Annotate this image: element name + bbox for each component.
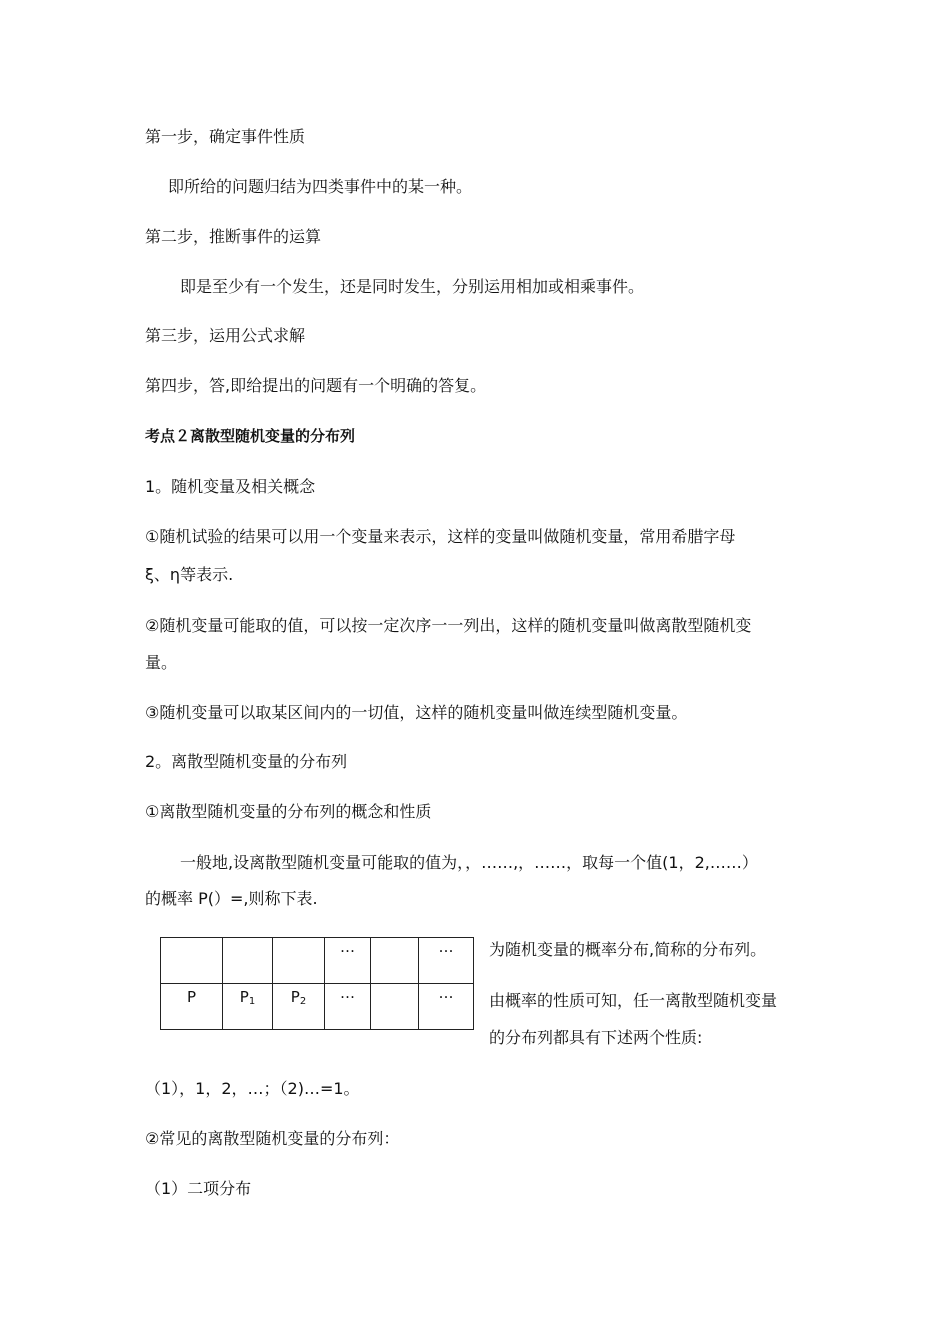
table-cell: … [419, 984, 474, 1030]
step-2-heading: 第二步，推断事件的运算 [145, 227, 322, 246]
p2-base: P [290, 988, 300, 1006]
paragraph-2-line-2: 量。 [145, 653, 178, 672]
step-2-text: 即是至少有一个发生，还是同时发生，分别运用相加或相乘事件。 [180, 277, 645, 296]
paragraph-2-line-1: ②随机变量可能取的值，可以按一定次序一一列出，这样的随机变量叫做离散型随机变 [145, 616, 752, 635]
subsection-2-heading: 2。离散型随机变量的分布列 [145, 752, 348, 771]
table-cell [161, 938, 223, 984]
paragraph-1-line-1: ①随机试验的结果可以用一个变量来表示，这样的变量叫做随机变量，常用希腊字母 [145, 527, 736, 546]
table-caption-line-3: 的分布列都具有下述两个性质: [489, 1028, 703, 1047]
p1-subscript: 1 [248, 996, 256, 1007]
table-cell [371, 984, 419, 1030]
step-4-heading: 第四步，答,即给提出的问题有一个明确的答复。 [145, 376, 487, 395]
step-1-heading: 第一步，确定事件性质 [145, 127, 306, 146]
subsection-2-item-1: ①离散型随机变量的分布列的概念和性质 [145, 802, 432, 821]
table-row-values [161, 938, 474, 984]
table-caption-line-2: 由概率的性质可知，任一离散型随机变量 [489, 991, 778, 1010]
binomial-heading: （1）二项分布 [145, 1179, 252, 1198]
p1-base: P [239, 988, 249, 1006]
table-cell: … [325, 984, 371, 1030]
paragraph-1-line-2: ξ、η等表示. [145, 565, 234, 584]
definition-line-1: 一般地,设离散型随机变量可能取的值为，，……,，……，取每一个值(1，2,……） [180, 853, 758, 872]
table-cell: P [161, 984, 223, 1030]
step-1-text: 即所给的问题归结为四类事件中的某一种。 [168, 177, 473, 196]
table-cell: … [325, 938, 371, 984]
table-cell [223, 938, 273, 984]
table-cell [273, 984, 325, 1030]
table-cell [223, 984, 273, 1030]
common-distributions-heading: ②常见的离散型随机变量的分布列： [145, 1129, 400, 1148]
table-cell [371, 938, 419, 984]
table-cell [273, 938, 325, 984]
section-heading: 考点２离散型随机变量的分布列 [145, 427, 356, 445]
table-cell: … [419, 938, 474, 984]
properties-line: （1），1，2，…；（2)…=1。 [145, 1079, 360, 1098]
distribution-table [160, 937, 474, 1030]
table-row-probabilities [161, 984, 474, 1030]
subsection-1-heading: 1。随机变量及相关概念 [145, 477, 316, 496]
table-caption-line-1: 为随机变量的概率分布,简称的分布列。 [489, 940, 767, 959]
paragraph-3: ③随机变量可以取某区间内的一切值，这样的随机变量叫做连续型随机变量。 [145, 703, 688, 722]
definition-line-2: 的概率 P(）=,则称下表. [145, 889, 318, 908]
step-3-heading: 第三步，运用公式求解 [145, 326, 306, 345]
p2-subscript: 2 [299, 996, 307, 1007]
